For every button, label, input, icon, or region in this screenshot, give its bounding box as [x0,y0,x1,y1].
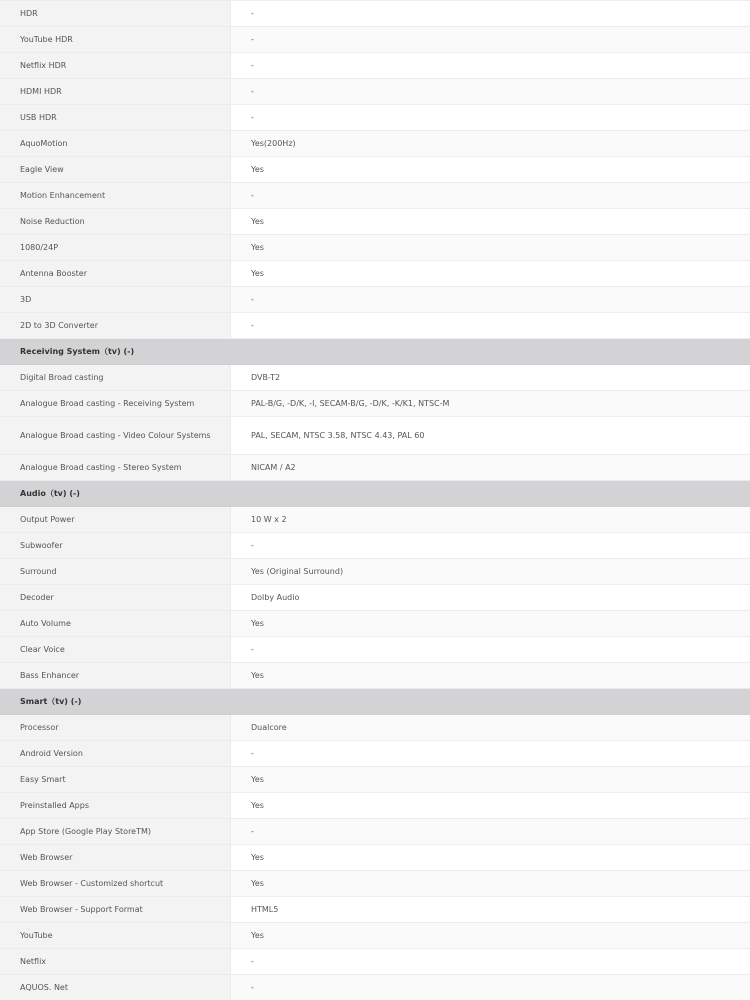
section-title: Audio（tv) (-) [0,481,750,507]
spec-value: - [231,105,750,131]
spec-value: - [231,183,750,209]
spec-row [0,949,750,975]
spec-value: - [231,819,750,845]
spec-label: App Store (Google Play StoreTM) [0,819,231,845]
spec-value: HTML5 [231,897,750,923]
spec-label: AquoMotion [0,131,231,157]
spec-value: Yes [231,261,750,287]
spec-value: - [231,741,750,767]
spec-value: - [231,287,750,313]
section-header [0,339,750,365]
spec-label: 2D to 3D Converter [0,313,231,339]
spec-value: Yes [231,845,750,871]
spec-row [0,1,750,27]
spec-value: - [231,637,750,663]
spec-row [0,313,750,339]
spec-row [0,507,750,533]
spec-label: Web Browser - Customized shortcut [0,871,231,897]
spec-value: Yes (Original Surround) [231,559,750,585]
spec-label: HDR [0,1,231,27]
spec-value: - [231,313,750,339]
spec-label: Easy Smart [0,767,231,793]
spec-label: USB HDR [0,105,231,131]
spec-value: - [231,1,750,27]
spec-value: NICAM / A2 [231,455,750,481]
spec-label: Android Version [0,741,231,767]
spec-label: YouTube HDR [0,27,231,53]
spec-row [0,79,750,105]
spec-row [0,261,750,287]
spec-row [0,105,750,131]
spec-row [0,923,750,949]
spec-label: Analogue Broad casting - Video Colour Systems [0,417,231,455]
spec-label: HDMI HDR [0,79,231,105]
spec-value: Dualcore [231,715,750,741]
spec-row [0,157,750,183]
spec-row [0,975,750,1000]
spec-row [0,559,750,585]
spec-label: Processor [0,715,231,741]
spec-label: Subwoofer [0,533,231,559]
spec-label: YouTube [0,923,231,949]
spec-row [0,235,750,261]
spec-value: PAL-B/G, -D/K, -I, SECAM-B/G, -D/K, -K/K1, NTSC-M [231,391,750,417]
spec-row [0,767,750,793]
spec-value: Yes [231,767,750,793]
spec-label: Analogue Broad casting - Stereo System [0,455,231,481]
spec-label: Noise Reduction [0,209,231,235]
spec-row [0,637,750,663]
spec-row [0,819,750,845]
spec-value: Dolby Audio [231,585,750,611]
spec-value: Yes [231,235,750,261]
spec-table-body [0,1,750,1000]
spec-label: Output Power [0,507,231,533]
spec-row [0,611,750,637]
spec-value: - [231,53,750,79]
spec-value: - [231,533,750,559]
section-title: Receiving System（tv) (-) [0,339,750,365]
spec-row [0,845,750,871]
spec-row [0,183,750,209]
spec-value: Yes [231,923,750,949]
spec-value: 10 W x 2 [231,507,750,533]
spec-value: - [231,27,750,53]
spec-value: Yes [231,793,750,819]
spec-row [0,871,750,897]
spec-value: - [231,949,750,975]
spec-label: Motion Enhancement [0,183,231,209]
spec-label: 1080/24P [0,235,231,261]
spec-label: Web Browser - Support Format [0,897,231,923]
spec-row [0,131,750,157]
spec-row [0,27,750,53]
spec-row [0,741,750,767]
spec-label: AQUOS. Net [0,975,231,1000]
spec-value: Yes [231,871,750,897]
spec-label: 3D [0,287,231,313]
spec-value: PAL, SECAM, NTSC 3.58, NTSC 4.43, PAL 60 [231,417,750,455]
spec-label: Decoder [0,585,231,611]
section-header [0,689,750,715]
spec-row [0,585,750,611]
spec-row [0,455,750,481]
spec-row [0,793,750,819]
spec-value: Yes [231,157,750,183]
spec-row [0,533,750,559]
spec-value: - [231,79,750,105]
spec-row [0,715,750,741]
spec-row [0,417,750,455]
spec-value: - [231,975,750,1000]
spec-row [0,897,750,923]
spec-value: Yes [231,663,750,689]
spec-value: Yes [231,611,750,637]
spec-value: Yes(200Hz) [231,131,750,157]
spec-label: Netflix HDR [0,53,231,79]
spec-label: Antenna Booster [0,261,231,287]
spec-label: Preinstalled Apps [0,793,231,819]
spec-label: Bass Enhancer [0,663,231,689]
spec-row [0,209,750,235]
spec-label: Eagle View [0,157,231,183]
spec-label: Web Browser [0,845,231,871]
spec-label: Auto Volume [0,611,231,637]
section-title: Smart（tv) (-) [0,689,750,715]
spec-label: Surround [0,559,231,585]
spec-value: Yes [231,209,750,235]
spec-label: Netflix [0,949,231,975]
spec-row [0,287,750,313]
spec-label: Digital Broad casting [0,365,231,391]
spec-row [0,365,750,391]
spec-value: DVB-T2 [231,365,750,391]
section-header [0,481,750,507]
spec-row [0,663,750,689]
spec-row [0,53,750,79]
spec-label: Clear Voice [0,637,231,663]
spec-label: Analogue Broad casting - Receiving System [0,391,231,417]
spec-row [0,391,750,417]
